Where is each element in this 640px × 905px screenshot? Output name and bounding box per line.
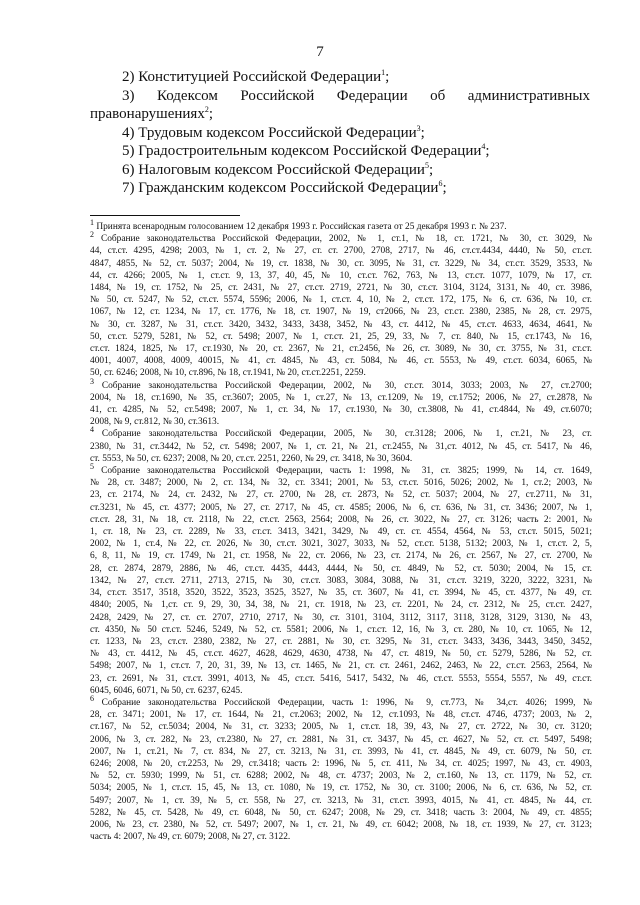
footnote-text: № 50, ст. 5247, № 52, ст.ст. 5574, 5596; 2006, № 1, ст.ст. 4, 10, № 2, ст.ст. 172, 175, № 6, ст. 636, № 10, ст. (90, 295, 592, 306)
footnote-line (90, 461, 592, 477)
footnote-text: 44, ст.ст. 4295, 4298; 2003, № 1, ст. 2, № 27, ст. ст. 2700, 2708, 2717, № 46, ст.ст.4434, 4440, № 50, ст.ст. (90, 246, 592, 257)
footnote-line (90, 575, 592, 587)
footnote-text: Собрание законодательства Российской Федерации, часть 1: 1996, № 9, ст.773, № 34,ст. 4026; 1999, № (101, 697, 592, 708)
list-item-end: ; (208, 106, 213, 122)
footnote-text: 2002, № 1, ст.4, № 22, ст. 2026, № 30, ст.ст. 3021, 3027, 3033, № 52, ст.ст. 5138, 5132; 2003, № 1, ст.ст. 2, 5, (90, 539, 592, 550)
footnote-text: ст. 1233, № 23, ст.ст. 2380, 2382, № 27, ст. 2881, № 30, ст. 3295, № 31, ст.ст. 3433, 3436, 3443, 3450, 3452, (90, 636, 592, 647)
footnote-text: № 43, ст. 4412, № 45, ст.ст. 4627, 4628, 4629, 4630, 4738, № 47, ст. 4819, № 50, ст. 5279, 5286, № 52, ст. (90, 649, 592, 660)
footnote-line (90, 721, 592, 733)
footnote-ref: 1 (381, 68, 386, 77)
footnote-text: Собрание законодательства Российской Федерации, 2002, № 1, ст.1, № 18, ст. 1721, № 30, ст. 3029, № (100, 234, 593, 245)
footnote-text: 5034; 2005, № 1, ст.ст. 15, 45, № 13, ст. 1080, № 19, ст. 1752, № 30, ст. 3100; 2006, № 6, ст. 636, № 52, ст. (90, 783, 592, 794)
footnote-line (90, 624, 592, 636)
list-item-text: правонарушениях (90, 106, 205, 122)
footnote-line (90, 538, 592, 550)
footnote-line (90, 734, 592, 746)
footnote-line (90, 709, 592, 721)
footnote (90, 230, 593, 379)
footnote-text: 34, ст.ст. 3517, 3518, 3520, 3522, 3523, 3525, 3527, № 35, ст. 3607, № 41, ст. 3994, № 45, ст. 4377, № 49, ст. (90, 588, 592, 599)
footnote-line (90, 270, 592, 282)
footnote-text: 1067, № 12, ст. 1234, № 17, ст. 1776, № 18, ст. 1907, № 19, ст2066, № 23, ст.ст. 2380, 2385, № 28, ст. 2975, (90, 307, 592, 318)
footnote-text: 5282, № 45, ст. 5428, № 49, ст. 6048, № 50, ст. 6247; 2008, № 29, ст. 3418; часть 3: 2004, № 49, ст. 4855; (90, 807, 592, 818)
footnote-line (90, 782, 592, 794)
footnote-text: 50, ст.ст. 5279, 5281, № 52, ст. 5498; 2007, № 1, ст.ст. 21, 25, 29, 33, № 7, ст. 840, № 15, ст.1743, № 16, (90, 331, 592, 342)
footnote-line (90, 599, 592, 611)
footnote-text: 1484, № 19, ст. 1752, № 25, ст. 2431, № 27, ст.ст. 2719, 2721, № 30, ст.ст. 3104, 3124, 3131,№ 40, ст. 3986, (90, 283, 592, 294)
footnote-line (90, 392, 592, 404)
footnote-text: 2008, № 9, ст.812, № 30, ст.3613. (90, 417, 220, 428)
footnote-number: 2 (90, 230, 94, 240)
list-item (90, 124, 590, 143)
footnote-line (90, 746, 592, 758)
footnote-text: 23, ст. 2691, № 31, ст.ст. 3991, 4013, № 45, ст.ст. 5416, 5417, 5432, № 46, ст.ст. 5553, 5554, 5557, № 49, ст.ст. (90, 673, 592, 684)
page-number: 7 (316, 44, 324, 60)
footnote-line (90, 550, 592, 562)
footnote-text: ст. 4350, № 50 ст.ст. 5246, 5249, № 52, ст. 5581; 2006, № 1, ст.ст. 12, 16, № 3, ст. 280, № 10, ст. 1065, № 12, (90, 624, 592, 635)
footnote-text: 2428, 2429, № 27, ст. ст. 2707, 2710, 2717, № 30, ст. 3101, 3104, 3112, 3117, 3118, 3128, 3129, 3130, № 43, (90, 612, 592, 623)
footnote-line (90, 489, 592, 501)
footnote-ref: 4 (481, 142, 486, 151)
footnote-line (90, 376, 593, 392)
footnote-line (90, 673, 592, 685)
footnote-ref: 2 (204, 105, 209, 114)
footnote-text: ст.ст. 28, 31, № 18, ст. 2118, № 22, ст.ст. 2563, 2564; 2008, № 26, ст. 3022, № 27, ст. 3126; часть 2: 2001, № (90, 514, 592, 525)
footnote-line (90, 693, 592, 709)
footnote-line (90, 230, 593, 245)
footnote-text: Собрание законодательства Российской Федерации, 2002, № 30, ст.ст. 3014, 3033; 2003, № 27, ст.2700; (101, 380, 593, 391)
list-item (90, 142, 590, 161)
list-item-end: ; (420, 124, 425, 141)
footnote-line (90, 258, 592, 270)
footnote-line (90, 331, 592, 343)
footnote-text: 6, 8, 11, № 19, ст. 1749, № 21, ст. 1958, № 22, ст. 2066, № 23, ст. 2174, № 26, ст. 2567, № 27, ст. 2700, № (90, 551, 592, 562)
footnote-line (90, 819, 592, 831)
footnote-text: № 30, ст. 3287, № 31, ст.ст. 3420, 3432, 3433, 3438, 3452, № 43, ст. 4412, № 45, ст.ст. 4633, 4634, 4641, № (90, 319, 592, 330)
footnote-line (90, 355, 592, 367)
footnote-text: 4840; 2005, № 1,ст. ст. 9, 29, 30, 34, 38, № 21, ст. 1918, № 23, ст. 2201, № 24, ст. 2312, № 25, ст.ст. 2427, (90, 600, 592, 611)
footnote-text: 50, ст. 6246; 2008, № 10, ст.896, № 18, ст.1941, № 20, ст.ст.2251, 2259. (90, 368, 366, 379)
footnote-ref: 6 (438, 179, 443, 188)
footnote-text: 6045, 6046, 6071, № 50, ст. 6237, 6245. (90, 685, 243, 696)
list-item-text: 4) Трудовым кодексом Российской Федерации (122, 124, 417, 141)
list-item-end: ; (485, 143, 490, 159)
footnote-text: 1342, № 27, ст.ст. 2711, 2713, 2715, № 30, ст.ст. 3083, 3084, 3088, № 31, ст.ст. 3219, 3220, 3222, 3231, № (90, 575, 592, 586)
list-item (90, 68, 590, 87)
footnote (90, 693, 592, 843)
footnote-text: 23, ст. 2174, № 24, ст. 2432, № 27, ст. 2700, № 28, ст. 2873, № 52, ст. 5037; 2004, № 27, ст.2711, № 31, (90, 490, 592, 501)
footnote-text: 2004, № 18, ст.1690, № 35, ст.3607; 2005, № 1, ст.27, № 13, ст.1209, № 19, ст.1752; 2006, № 27, ст.2878, № (90, 392, 592, 403)
footnote-line (90, 758, 592, 770)
footnote-line (90, 306, 592, 318)
footnote-text: 5498; 2007, № 1, ст.ст. 7, 20, 31, 39, № 13, ст. 1465, № 21, ст. ст. 2461, 2462, 2463, № 22, ст.ст. 2563, 2564, № (90, 661, 592, 672)
footnote-number: 3 (90, 376, 94, 386)
footnote-separator (90, 215, 240, 216)
footnote-line (90, 526, 592, 538)
footnote-text: 1, ст. 18, № 23, ст. 2289, № 33, ст.ст. 3413, 3421, 3429, № 49, ст. ст. 4554, 4564, № 53, ст.ст. 5015, 5021; (90, 527, 592, 538)
list-item-text: 6) Налоговым кодексом Российской Федерации (122, 161, 425, 178)
footnote-text: Собрание законодательства Российской Федерации, часть 1: 1998, № 31, ст. 3825; 1999, № 14, ст. 1649, (101, 466, 592, 477)
footnote-line (90, 441, 592, 453)
footnote-text: 44, ст. 4266; 2005, № 1, ст.ст. 9, 13, 37, 40, 45, № 10, ст.ст. 762, 763, № 13, ст.ст. 1077, 1079, № 17, ст. (90, 270, 592, 281)
footnote-line (90, 294, 592, 306)
footnote-line (90, 563, 592, 575)
list-item-text: 5) Градостроительным кодексом Российской Федерации (122, 143, 482, 159)
footnote-line (90, 660, 592, 672)
list-item-end: ; (428, 161, 434, 178)
list-item (90, 105, 590, 124)
footnote-text: № 52, ст. 5930; 1999, № 51, ст. 6288; 2002, № 48, ст. 4737; 2003, № 2, ст.160, № 13, ст. 1179, № 52, ст. (90, 771, 592, 782)
footnote-text: Принята всенародным голосованием 12 декабря 1993 г. Российская газета от 25 декабря 1993 г. № 237. (96, 222, 507, 232)
footnote-number: 6 (90, 693, 94, 703)
footnote-text: 2006, № 3, ст. 282, № 23, ст.2380, № 27, ст. 2881, № 31, ст. 3437, № 45, ст. 4627, № 52, ст. ст. 5497, 5498; (90, 734, 592, 745)
footnote-text: ст. 5553, № 50, ст. 6237; 2008, № 20, ст.ст. 2251, 2260, № 29, ст. 3418, № 30, 3604. (90, 453, 413, 464)
footnote-text: ст.167, № 52, ст.5034; 2004, № 31, ст. 3233; 2005, № 1, ст.ст. 18, 39, 43, № 27, ст. 2722, № 30, ст. 3120; (90, 722, 592, 733)
footnote-line (90, 217, 592, 233)
code-list (90, 68, 590, 198)
footnote-line (90, 282, 592, 294)
footnote-text: 41, ст. 4285, № 52, ст.5498; 2007, № 1, ст. 34, № 17, ст.1930, № 30, ст.3808, № 41, ст.4844, № 49, ст.6070; (90, 405, 592, 416)
footnote-line (90, 416, 592, 428)
footnote-text: 6246; 2008, № 20, ст.2253, № 29, ст.3418; часть 2: 1996, № 5, ст. 411, № 34, ст. 4025; 1997, № 43, ст. 4903, (90, 758, 592, 769)
footnote-line (90, 404, 592, 416)
footnote-line (90, 831, 592, 843)
footnote-ref: 3 (416, 123, 421, 133)
footnote-line (90, 770, 592, 782)
footnote-number: 5 (90, 461, 94, 471)
footnote-text: 28, ст. 2874, 2879, 2886, № 46, ст.ст. 4435, 4443, 4444, № 50, ст. 4849, № 52, ст. 5030; 2004, № 15, ст. (90, 563, 592, 574)
footnote (90, 376, 593, 429)
footnote (90, 217, 592, 233)
footnote-line (90, 795, 592, 807)
footnote-text: ст.3231, № 45, ст. 4377; 2005, № 27, ст. 2717, № 45, ст. 4585; 2006, № 6, ст. 636, № 31, ст. 3436; 2007, № 1, (90, 502, 592, 513)
list-item (90, 161, 590, 180)
footnote-line (90, 453, 592, 465)
footnote-text: ст.ст. 1824, 1825, № 17, ст.1930, № 20, ст. 2367, № 21, ст.2456, № 26, ст. 3089, № 30, ст. 3755, № 31, ст.ст. (90, 344, 592, 355)
footnote-line (90, 685, 592, 697)
list-item (90, 179, 590, 198)
footnote-line (90, 477, 592, 489)
footnote-line (90, 425, 592, 440)
footnote (90, 461, 592, 697)
footnote-line (90, 502, 592, 514)
footnote-line (90, 587, 592, 599)
footnote-text: 2006, № 23, ст. 2380, № 52, ст. 5497; 2007, № 1, ст. 21, № 49, ст. 6042; 2008, № 18, ст. 1939, № 27, ст. 3123; (90, 819, 592, 830)
list-item (90, 87, 590, 106)
footnote-number: 4 (90, 425, 94, 435)
footnote-text: № 28, ст. 3487; 2000, № 2, ст. 134, № 32, ст. 3341; 2001, № 53, ст.ст. 5016, 5026; 2002, № 1, ст.2; 2003, № (90, 478, 592, 489)
footnotes (90, 217, 593, 843)
footnote-text: 2007, № 1, ст.21, № 7, ст. 834, № 27, ст. 3213, № 31, ст. 3993, № 41, ст. 4845, № 49, ст. 6079, № 50, ст. (90, 746, 592, 757)
footnote-text: 2380, № 31, ст.3442, № 52, ст. 5498; 2007, № 1, ст. 21, № 21, ст.2455, № 31,ст. 4012, № 45, ст. 5417, № 46, (90, 441, 592, 452)
footnote-text: часть 4: 2007, № 49, ст. 6079; 2008, № 27, ст. 3122. (90, 832, 291, 843)
footnote-line (90, 807, 592, 819)
footnote-text: 4847, 4855, № 52, ст. 5037; 2004, № 19, ст. 1838, № 30, ст. 3095, № 31, ст. 3229, № 34, ст.ст. 3529, 3533, № (90, 258, 592, 269)
footnote-text: Собрание законодательства Российской Федерации, 2005, № 30, ст.3128; 2006, № 1, ст.21, № 23, ст. (101, 429, 592, 440)
list-item-text: 3) Кодексом Российской Федерации об административных (122, 87, 590, 104)
footnote-line (90, 343, 592, 355)
footnote-line (90, 648, 592, 660)
footnote-text: 28, ст. 3471; 2001, № 17, ст. 1644, № 21, ст.2063; 2002, № 12, ст.1093, № 48, ст.ст. 4746, 4737; 2003, № 2, (90, 710, 592, 721)
footnote-line (90, 636, 592, 648)
footnote-line (90, 245, 592, 257)
footnote-line (90, 319, 592, 331)
list-item-end: ; (385, 69, 390, 85)
list-item-text: 2) Конституцией Российской Федерации (122, 69, 382, 85)
footnote-line (90, 367, 592, 379)
list-item-end: ; (442, 180, 447, 196)
list-item-text: 7) Гражданским кодексом Российской Федерации (122, 180, 439, 196)
footnote-line (90, 514, 592, 526)
footnote-ref: 5 (424, 160, 429, 170)
footnote-text: 4001, 4007, 4008, 4009, 40015, № 41, ст. 4845, № 43, ст. 5084, № 46, ст. 5553, № 49, ст.ст. 6034, 6065, № (90, 356, 592, 367)
footnote-number: 1 (90, 217, 94, 227)
footnote (90, 425, 592, 465)
footnote-line (90, 612, 592, 624)
footnote-text: 5497; 2007, № 1, ст. 39, № 5, ст. 558, № 27, ст. 3213, № 31, ст.ст. 3993, 4015, № 41, ст. 4845, № 44, ст. (90, 795, 592, 806)
